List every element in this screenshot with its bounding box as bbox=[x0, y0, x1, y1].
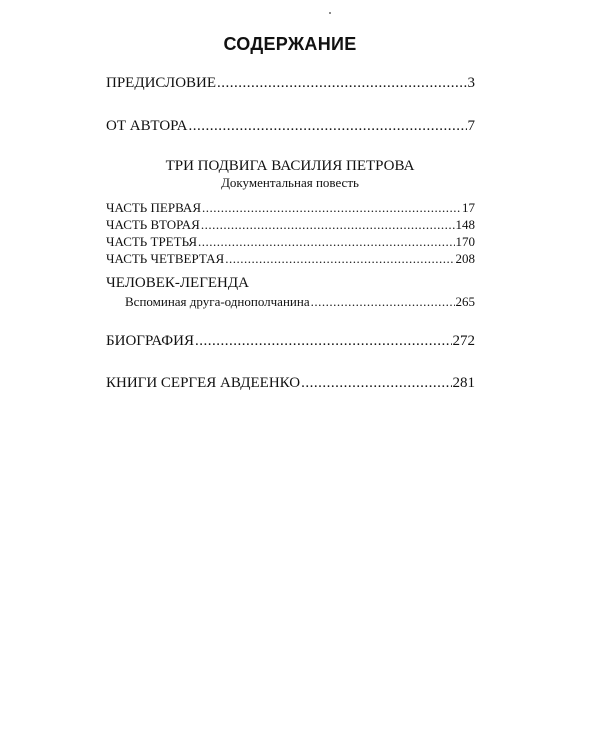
toc-entry-label: ЧАСТЬ ПЕРВАЯ bbox=[106, 200, 201, 215]
toc-entry-part-3[interactable] bbox=[106, 233, 475, 251]
toc-entry-label: БИОГРАФИЯ bbox=[106, 333, 194, 349]
dot-leader bbox=[188, 117, 466, 135]
dot-leader bbox=[195, 332, 452, 350]
toc-entry-part-1[interactable] bbox=[106, 199, 475, 217]
toc-page-number: 7 bbox=[467, 118, 475, 134]
section-subtitle: Документальная повесть bbox=[221, 175, 359, 190]
toc-page-number: 148 bbox=[455, 217, 475, 232]
toc-entry-label: ОТ АВТОРА bbox=[106, 118, 188, 134]
toc-page-number: 208 bbox=[455, 251, 475, 266]
dot-leader bbox=[311, 293, 455, 311]
toc-entry-label: ЧАСТЬ ТРЕТЬЯ bbox=[106, 234, 198, 249]
paper-speck bbox=[329, 12, 331, 14]
toc-page-number: 265 bbox=[455, 294, 475, 309]
toc-entry-label: ЧАСТЬ ЧЕТВЕРТАЯ bbox=[106, 251, 225, 266]
toc-page-number: 170 bbox=[455, 234, 475, 249]
toc-entry-part-4[interactable] bbox=[106, 250, 475, 268]
toc-page-number: 17 bbox=[462, 200, 475, 215]
toc-entry-label: ПРЕДИСЛОВИЕ bbox=[106, 75, 217, 91]
dot-leader bbox=[217, 74, 466, 92]
toc-entry-biography[interactable] bbox=[106, 332, 475, 350]
toc-entry-from-author[interactable] bbox=[106, 117, 475, 135]
dot-leader bbox=[202, 199, 461, 217]
dot-leader bbox=[201, 216, 455, 234]
section-title: ТРИ ПОДВИГА ВАСИЛИЯ ПЕТРОВА bbox=[165, 158, 415, 174]
dot-leader bbox=[198, 233, 454, 251]
toc-entry-books[interactable] bbox=[106, 374, 475, 392]
toc-entry-foreword[interactable] bbox=[106, 74, 475, 92]
legend-title: ЧЕЛОВЕК-ЛЕГЕНДА bbox=[106, 275, 249, 291]
toc-entry-legend-memoir[interactable] bbox=[125, 293, 475, 311]
toc-entry-label: ЧАСТЬ ВТОРАЯ bbox=[106, 217, 200, 232]
toc-entry-label: КНИГИ СЕРГЕЯ АВДЕЕНКО bbox=[106, 375, 301, 391]
toc-page-number: 272 bbox=[452, 333, 475, 349]
toc-entry-label: Вспоминая друга-однополчанина bbox=[125, 294, 310, 309]
dot-leader bbox=[225, 250, 454, 268]
toc-page-number: 281 bbox=[452, 375, 475, 391]
toc-entry-part-2[interactable] bbox=[106, 216, 475, 234]
page-title: СОДЕРЖАНИЕ bbox=[223, 34, 357, 54]
dot-leader bbox=[301, 374, 451, 392]
toc-page-number: 3 bbox=[467, 75, 475, 91]
